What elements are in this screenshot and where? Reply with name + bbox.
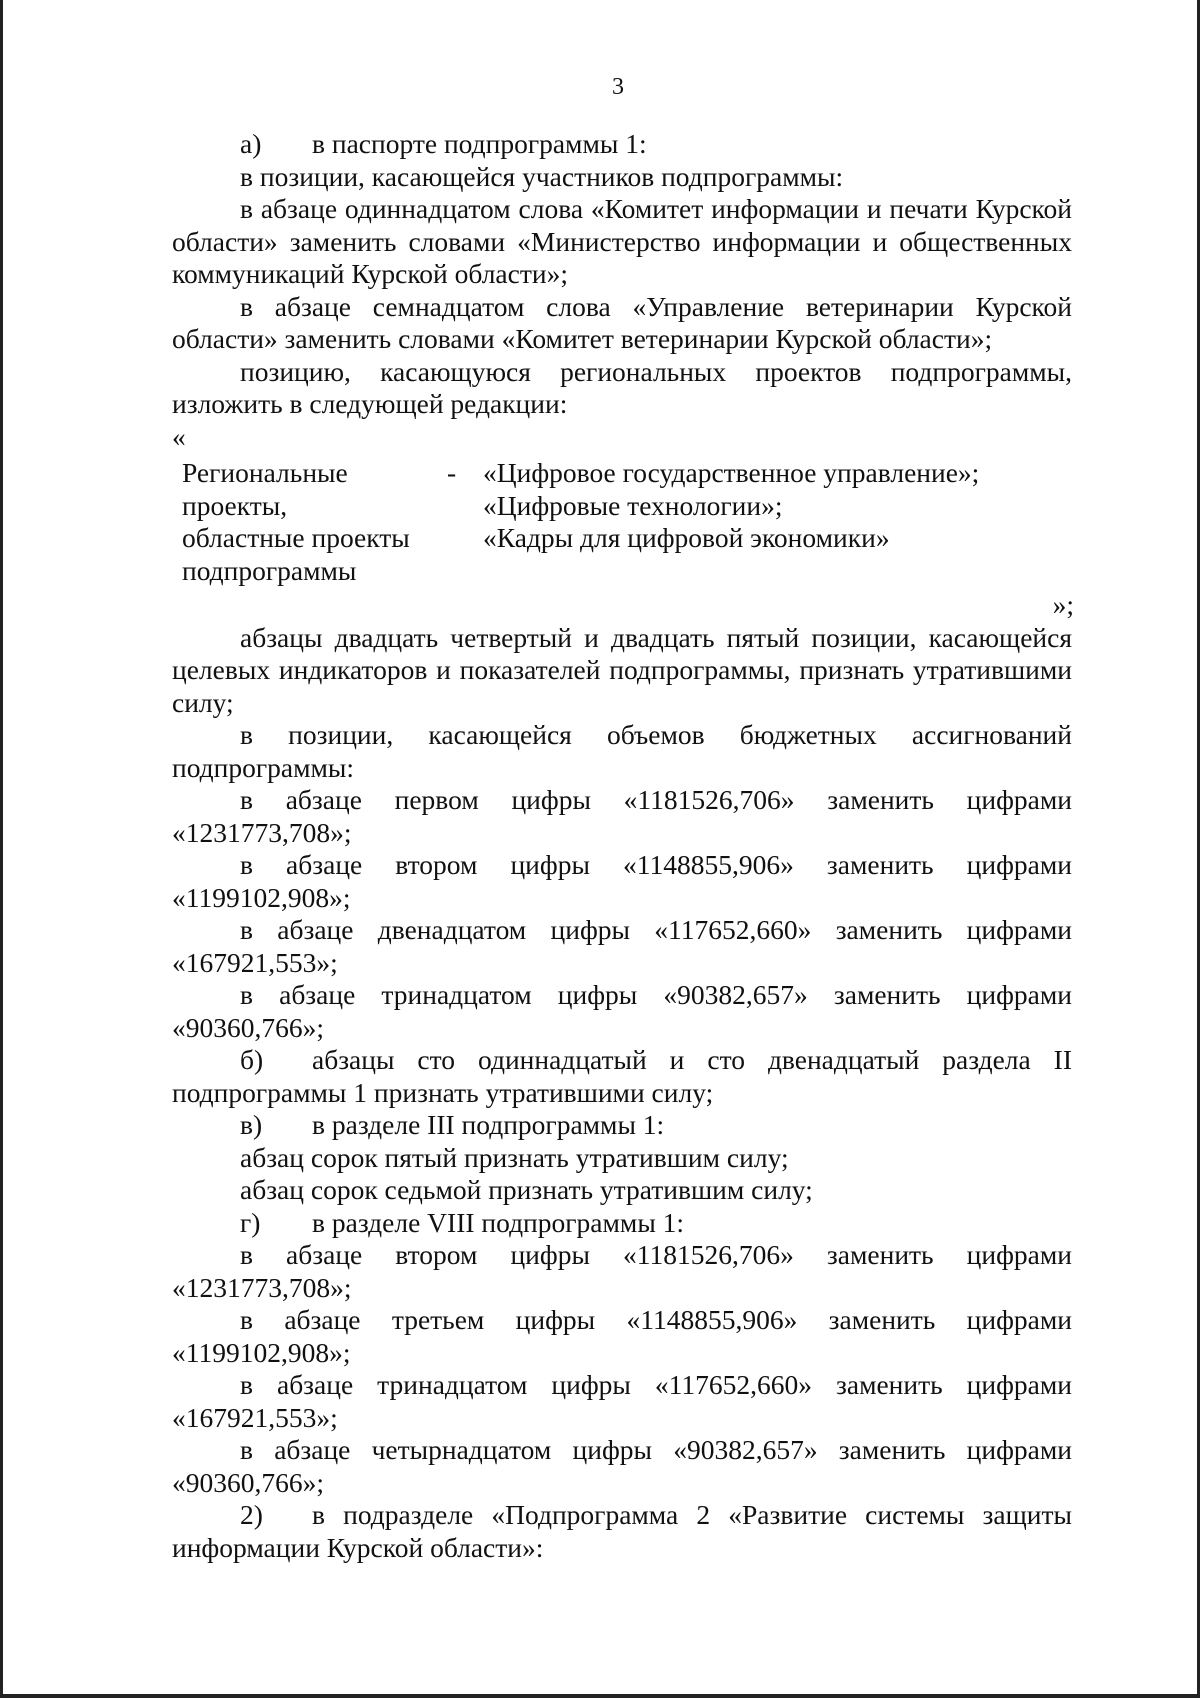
paragraph: абзац сорок пятый признать утратившим силу; — [240, 1141, 789, 1173]
paragraph: в позиции, касающейся объемов бюджетных ассигнований подпрограммы: — [172, 719, 1072, 783]
paragraph: в абзаце тринадцатом цифры «117652,660» заменить цифрами «167921,553»; — [172, 1369, 1072, 1433]
table-left-line: областные проекты — [182, 522, 410, 553]
item-2-text: в подразделе «Подпрограмма 2 «Развитие системы защиты информации Курской области»: — [172, 1499, 1072, 1563]
paragraph: в абзаце одиннадцатом слова «Комитет информации и печати Курской области» заменить словами «Министерство информации и общественных коммуникаций Курской области»; — [172, 193, 1072, 289]
regional-projects-table — [172, 457, 1072, 587]
table-left-cell — [172, 457, 447, 587]
page-edge-bottom — [0, 1694, 1200, 1698]
item-v — [172, 1109, 1072, 1142]
paragraph: абзац сорок седьмой признать утратившим силу; — [240, 1174, 813, 1205]
page-edge-left — [0, 0, 3, 1698]
item-a — [172, 128, 1072, 161]
item-b-label: б) — [240, 1044, 264, 1075]
paragraph: в абзаце втором цифры «1148855,906» заменить цифрами «1199102,908»; — [172, 849, 1072, 913]
table-left-line: подпрограммы — [182, 554, 357, 586]
document-body — [172, 128, 1072, 1564]
paragraph: в абзаце первом цифры «1181526,706» заменить цифрами «1231773,708»; — [172, 784, 1072, 848]
paragraph: в абзаце двенадцатом цифры «117652,660» заменить цифрами «167921,553»; — [172, 914, 1072, 978]
page-number: 3 — [612, 74, 624, 100]
table-left-line: проекты, — [182, 489, 288, 521]
item-b — [172, 1044, 1072, 1109]
item-g-text: в разделе VIII подпрограммы 1: — [312, 1206, 685, 1238]
item-b-text: абзацы сто одиннадцатый и сто двенадцатый раздела II подпрограммы 1 признать утратившими силу; — [172, 1044, 1072, 1108]
table-right-line: «Кадры для цифровой экономики» — [483, 522, 890, 553]
table-dash: - — [447, 457, 457, 488]
table-right-cell — [483, 457, 1072, 587]
item-2 — [172, 1499, 1072, 1564]
paragraph: в абзаце тринадцатом цифры «90382,657» заменить цифрами «90360,766»; — [172, 979, 1072, 1043]
paragraph: в позиции, касающейся участников подпрограммы: — [240, 160, 844, 192]
paragraph: позицию, касающуюся региональных проектов подпрограммы, изложить в следующей редакции: — [172, 355, 1072, 419]
table-left-line: Региональные — [182, 457, 348, 488]
item-g — [172, 1207, 1072, 1240]
paragraph: в абзаце третьем цифры «1148855,906» заменить цифрами «1199102,908»; — [172, 1304, 1072, 1368]
item-g-label: г) — [240, 1206, 261, 1238]
item-v-text: в разделе III подпрограммы 1: — [312, 1109, 665, 1140]
table-right-line: «Цифровое государственное управление»; — [483, 457, 980, 488]
quote-open: « — [172, 420, 186, 452]
item-v-label: в) — [240, 1109, 263, 1140]
table-right-line: «Цифровые технологии»; — [483, 489, 783, 521]
quote-close: »; — [1052, 589, 1074, 620]
item-2-label: 2) — [240, 1499, 263, 1530]
paragraph: в абзаце семнадцатом слова «Управление ветеринарии Курской области» заменить словами «Комитет ветеринарии Курской области»; — [172, 290, 1072, 354]
paragraph: в абзаце четырнадцатом цифры «90382,657» заменить цифрами «90360,766»; — [172, 1434, 1072, 1498]
item-a-text: в паспорте подпрограммы 1: — [312, 128, 647, 159]
paragraph: в абзаце втором цифры «1181526,706» заменить цифрами «1231773,708»; — [172, 1239, 1072, 1303]
paragraph: абзацы двадцать четвертый и двадцать пятый позиции, касающейся целевых индикаторов и показателей подпрограммы, признать утратившими силу; — [172, 621, 1072, 718]
item-a-label: а) — [240, 128, 262, 159]
